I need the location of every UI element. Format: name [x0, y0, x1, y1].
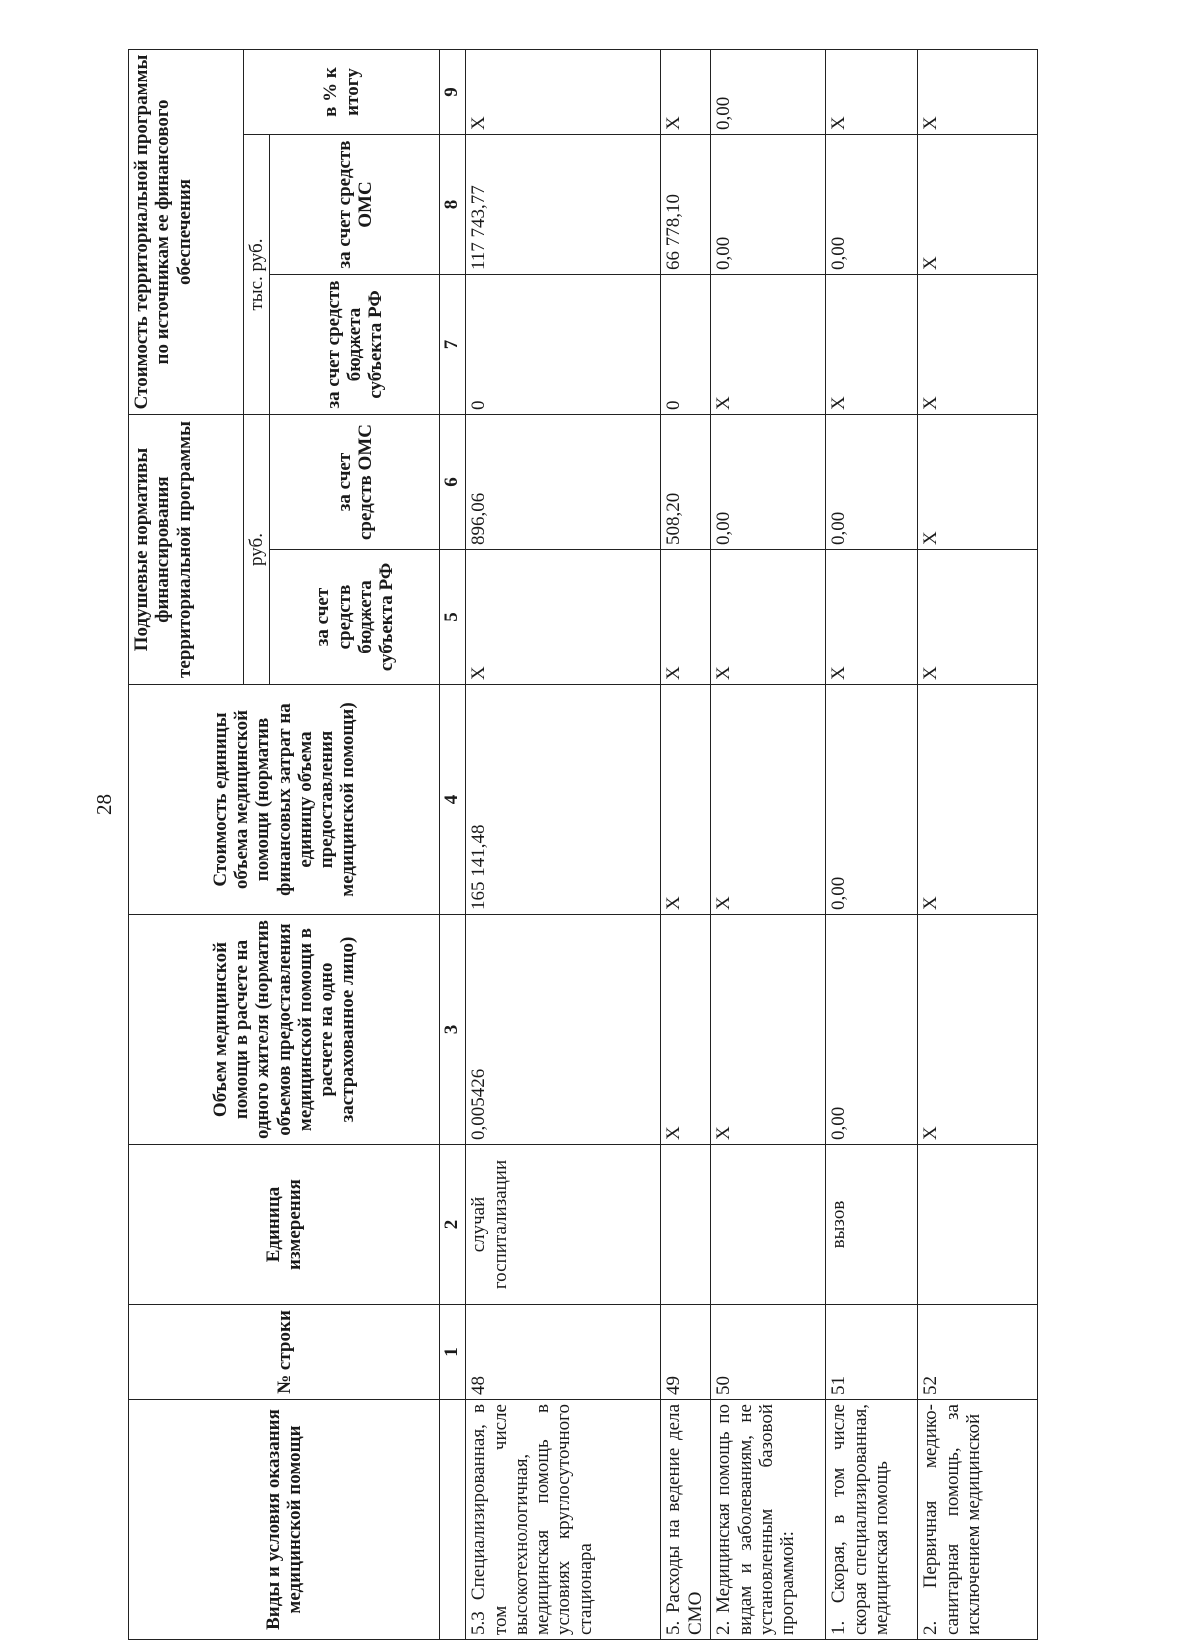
rotated-table-container: [128, 50, 1038, 1640]
row-percent: X: [661, 49, 711, 134]
unit-thousand-rub: тыс. руб.: [244, 135, 270, 415]
header-cost-budget: за счет средств бюджета субъекта РФ: [270, 275, 440, 415]
header-kind: Виды и условия оказания медицинской помощи: [129, 1400, 440, 1640]
table-row: [661, 49, 711, 1639]
header-pc-oms: за счет средств ОМС: [270, 415, 440, 550]
header-per-capita-group: Подушевые нормативы финансирования территориальной программы: [129, 415, 244, 685]
row-percent: X: [826, 49, 918, 134]
row-number: 50: [711, 1305, 826, 1400]
row-percent: X: [466, 49, 661, 134]
row-kind: 5. Расходы на ведение дела СМО: [661, 1400, 711, 1640]
table-row: [918, 49, 1038, 1639]
column-number: 5: [440, 550, 466, 685]
row-cost-oms: 66 778,10: [661, 135, 711, 275]
row-cost-budget: X: [918, 275, 1038, 415]
row-cost-oms: X: [918, 135, 1038, 275]
column-number: 4: [440, 685, 466, 915]
row-pc-oms: 0,00: [711, 415, 826, 550]
row-cost-unit: 165 141,48: [466, 685, 661, 915]
row-cost-budget: 0: [661, 275, 711, 415]
table-row: [711, 49, 826, 1639]
column-number: 6: [440, 415, 466, 550]
row-kind: 5.3 Специализированная, в том числе высокотехнологичная, медицинская помощь в условиях круглосуточного стационара: [466, 1400, 661, 1640]
row-kind: 2. Первичная медико-санитарная помощь, за исключением медицинской: [918, 1400, 1038, 1640]
column-number: 3: [440, 915, 466, 1145]
row-volume: 0,00: [826, 915, 918, 1145]
row-cost-unit: X: [918, 685, 1038, 915]
financing-table: [128, 49, 1038, 1640]
row-unit: вызов: [826, 1145, 918, 1305]
table-row: [826, 49, 918, 1639]
column-number: 7: [440, 275, 466, 415]
row-number: 48: [466, 1305, 661, 1400]
table-row: [466, 49, 661, 1639]
row-volume: 0,005426: [466, 915, 661, 1145]
column-number-row: [440, 49, 466, 1639]
row-pc-oms: X: [918, 415, 1038, 550]
column-number: 2: [440, 1145, 466, 1305]
row-cost-oms: 0,00: [711, 135, 826, 275]
row-pc-oms: 896,06: [466, 415, 661, 550]
header-row-no: № строки: [129, 1305, 440, 1400]
row-pc-budget: X: [661, 550, 711, 685]
header-unit: Единица измерения: [129, 1145, 440, 1305]
header-cost-unit: Стоимость единицы объема медицинской помощи (норматив финансовых затрат на единицу объема предоставления медицинской помощи): [129, 685, 440, 915]
row-cost-budget: 0: [466, 275, 661, 415]
row-pc-oms: 0,00: [826, 415, 918, 550]
header-cost-group: Стоимость территориальной программы по источникам ее финансового обеспечения: [129, 49, 244, 414]
row-pc-budget: X: [826, 550, 918, 685]
column-number: 8: [440, 135, 466, 275]
row-percent: X: [918, 49, 1038, 134]
row-number: 49: [661, 1305, 711, 1400]
row-volume: X: [918, 915, 1038, 1145]
column-number: 1: [440, 1305, 466, 1400]
column-number: 9: [440, 49, 466, 134]
row-cost-budget: X: [711, 275, 826, 415]
page-number: 28: [92, 794, 116, 815]
header-pc-budget: за счет средств бюджета субъекта РФ: [270, 550, 440, 685]
header-volume: Объем медицинской помощи в расчете на одного жителя (норматив объемов предоставления медицинской помощи в расчете на одно застрахованное лицо): [129, 915, 440, 1145]
header-cost-oms: за счет средств ОМС: [270, 135, 440, 275]
row-unit: случай госпитализации: [466, 1145, 661, 1305]
row-kind: 2. Медицинская помощь по видам и заболеваниям, не установленным базовой программой:: [711, 1400, 826, 1640]
row-cost-unit: X: [661, 685, 711, 915]
row-unit: [661, 1145, 711, 1305]
row-pc-budget: X: [466, 550, 661, 685]
row-cost-budget: X: [826, 275, 918, 415]
row-cost-unit: X: [711, 685, 826, 915]
row-percent: 0,00: [711, 49, 826, 134]
row-number: 52: [918, 1305, 1038, 1400]
row-cost-oms: 0,00: [826, 135, 918, 275]
unit-rub: руб.: [244, 415, 270, 685]
column-number: [440, 1400, 466, 1640]
row-kind: 1. Скорая, в том числе скорая специализированная, медицинская помощь: [826, 1400, 918, 1640]
row-volume: X: [711, 915, 826, 1145]
row-pc-oms: 508,20: [661, 415, 711, 550]
row-pc-budget: X: [711, 550, 826, 685]
row-cost-oms: 117 743,77: [466, 135, 661, 275]
row-unit: [918, 1145, 1038, 1305]
header-percent: в % к итогу: [244, 49, 440, 134]
row-cost-unit: 0,00: [826, 685, 918, 915]
row-pc-budget: X: [918, 550, 1038, 685]
row-volume: X: [661, 915, 711, 1145]
row-unit: [711, 1145, 826, 1305]
row-number: 51: [826, 1305, 918, 1400]
